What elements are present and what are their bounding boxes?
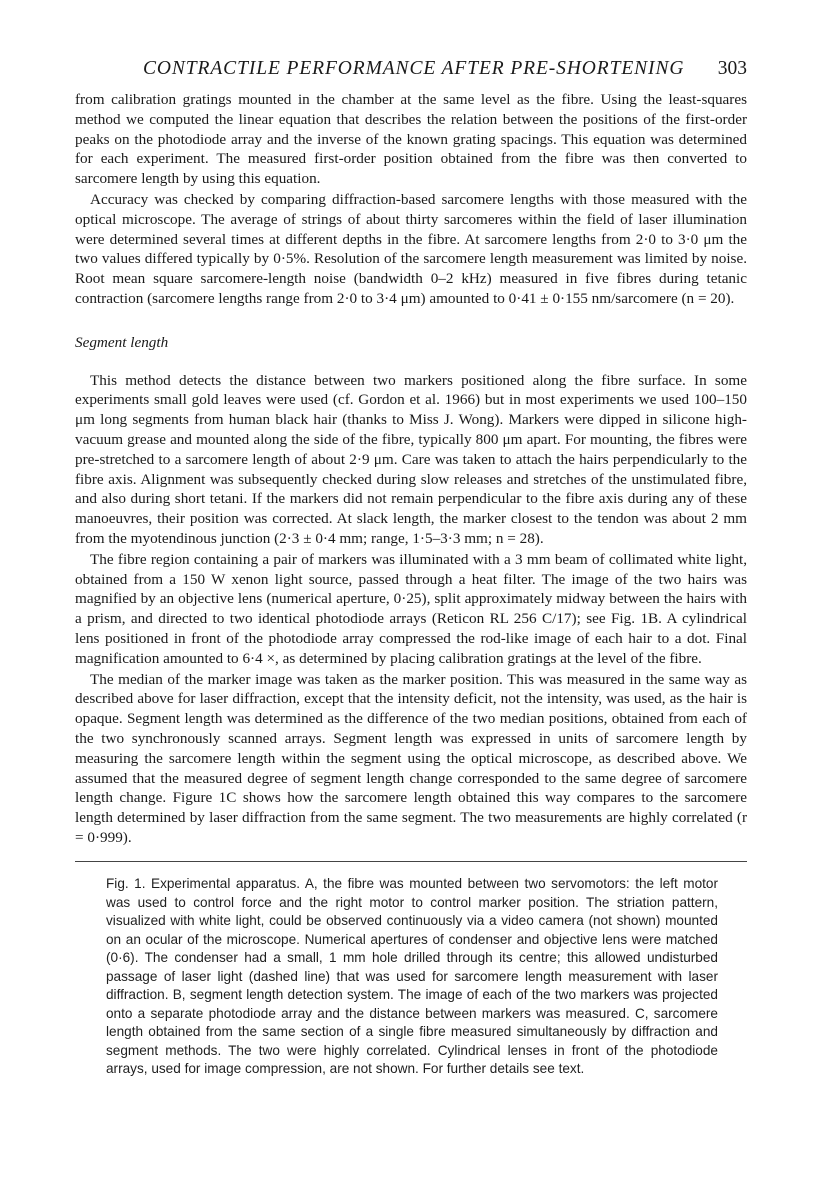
caption-divider [75,861,747,862]
paragraph-illumination: The fibre region containing a pair of markers was illuminated with a 3 mm beam of collimated white light, obtained from a 150 W xenon light source, passed through a heat filter. The image of the two hairs was magnified by an objective lens (numerical aperture, 0·25), split approximately midway between the hairs with a prism, and directed to two identical photodiode arrays (Reticon RL 256 C/17); see Fig. 1B. A cylindrical lens positioned in front of the photodiode array compressed the rod-like image of each hair to a dot. Final magnification amounted to 6·4 ×, as determined by placing calibration gratings at the level of the fibre. [75,550,747,667]
running-title: CONTRACTILE PERFORMANCE AFTER PRE-SHORTENING [143,58,685,79]
figure-caption-text: Fig. 1. Experimental apparatus. A, the fibre was mounted between two servomotors: the left motor was used to control force and the right motor to control marker position. The striation pattern, visualized with white light, could be observed continuously via a video camera (not shown) mounted on an ocular of the microscope. Numerical apertures of condenser and objective lens were matched (0·6). The condenser had a small, 1 mm hole drilled through its centre; this allowed undisturbed passage of laser light (dashed line) that was used for sarcomere length measurement with laser diffraction. B, segment length detection system. The image of each of the two markers was projected onto a separate photodiode array and the distance between markers was measured. C, sarcomere length obtained from the same section of a single fibre measured simultaneously by diffraction and segment methods. The two were highly correlated. Cylindrical lenses in front of the photodiode arrays, used for image compression, are not shown. For further details see text. [106,876,718,1076]
paragraph-segment-method: This method detects the distance between two markers positioned along the fibre surface. In some experiments small gold leaves were used (cf. Gordon et al. 1966) but in most experiments we used 100–150 μm long segments from human black hair (thanks to Miss J. Wong). Markers were dipped in silicone high-vacuum grease and mounted along the side of the fibre, typically 800 μm apart. For mounting, the fibres were pre-stretched to a sarcomere length of about 2·9 μm. Care was taken to attach the hairs perpendicularly to the fibre axis. Alignment was subsequently checked during slow releases and stretches of the unstimulated fibre, and also during short tetani. If the markers did not remain perpendicular to the fibre axis during any of these manoeuvres, their position was corrected. At slack length, the marker closest to the tendon was about 2 mm from the myotendinous junction (2·3 ± 0·4 mm; range, 1·5–3·3 mm; n = 28). [75,371,747,547]
running-head [75,58,747,82]
paragraph-calibration-continued: from calibration gratings mounted in the chamber at the same level as the fibre. Using the least-squares method we computed the linear equation that describes the relation between the positions of the first-order peaks on the photodiode array and the inverse of the known grating spacings. This equation was determined for each experiment. The measured first-order position obtained from the fibre was then converted to sarcomere length by using this equation. [75,91,747,188]
paragraph-accuracy: Accuracy was checked by comparing diffraction-based sarcomere lengths with those measured with the optical microscope. The average of strings of about thirty sarcomeres within the field of laser illumination were determined several times at different depths in the fibre. At sarcomere lengths from 2·0 to 3·0 μm the two values differed typically by 0·5%. Resolution of the sarcomere length measurement was limited by noise. Root mean square sarcomere-length noise (bandwidth 0–2 kHz) measured in five fibres during tetanic contraction (sarcomere lengths range from 2·0 to 3·4 μm) amounted to 0·41 ± 0·155 nm/sarcomere (n = 20). [75,190,747,307]
figure-caption [106,875,718,1079]
paragraph-marker-median: The median of the marker image was taken as the marker position. This was measured in the same way as described above for laser diffraction, except that the intensity deficit, not the intensity, was used, as the hair is opaque. Segment length was determined as the difference of the two median positions, obtained from each of the two synchronously scanned arrays. Segment length was expressed in units of sarcomere length by measuring the sarcomere length within the segment using the optical microscope, as described above. We assumed that the measured degree of segment length change corresponded to the same degree of sarcomere length change. Figure 1C shows how the sarcomere length obtained this way compares to the sarcomere length determined by laser diffraction from the same segment. The two measurements are highly correlated (r = 0·999). [75,670,747,846]
section-heading-segment-length: Segment length [75,333,169,351]
body-text [75,90,747,848]
page-number: 303 [717,58,747,79]
